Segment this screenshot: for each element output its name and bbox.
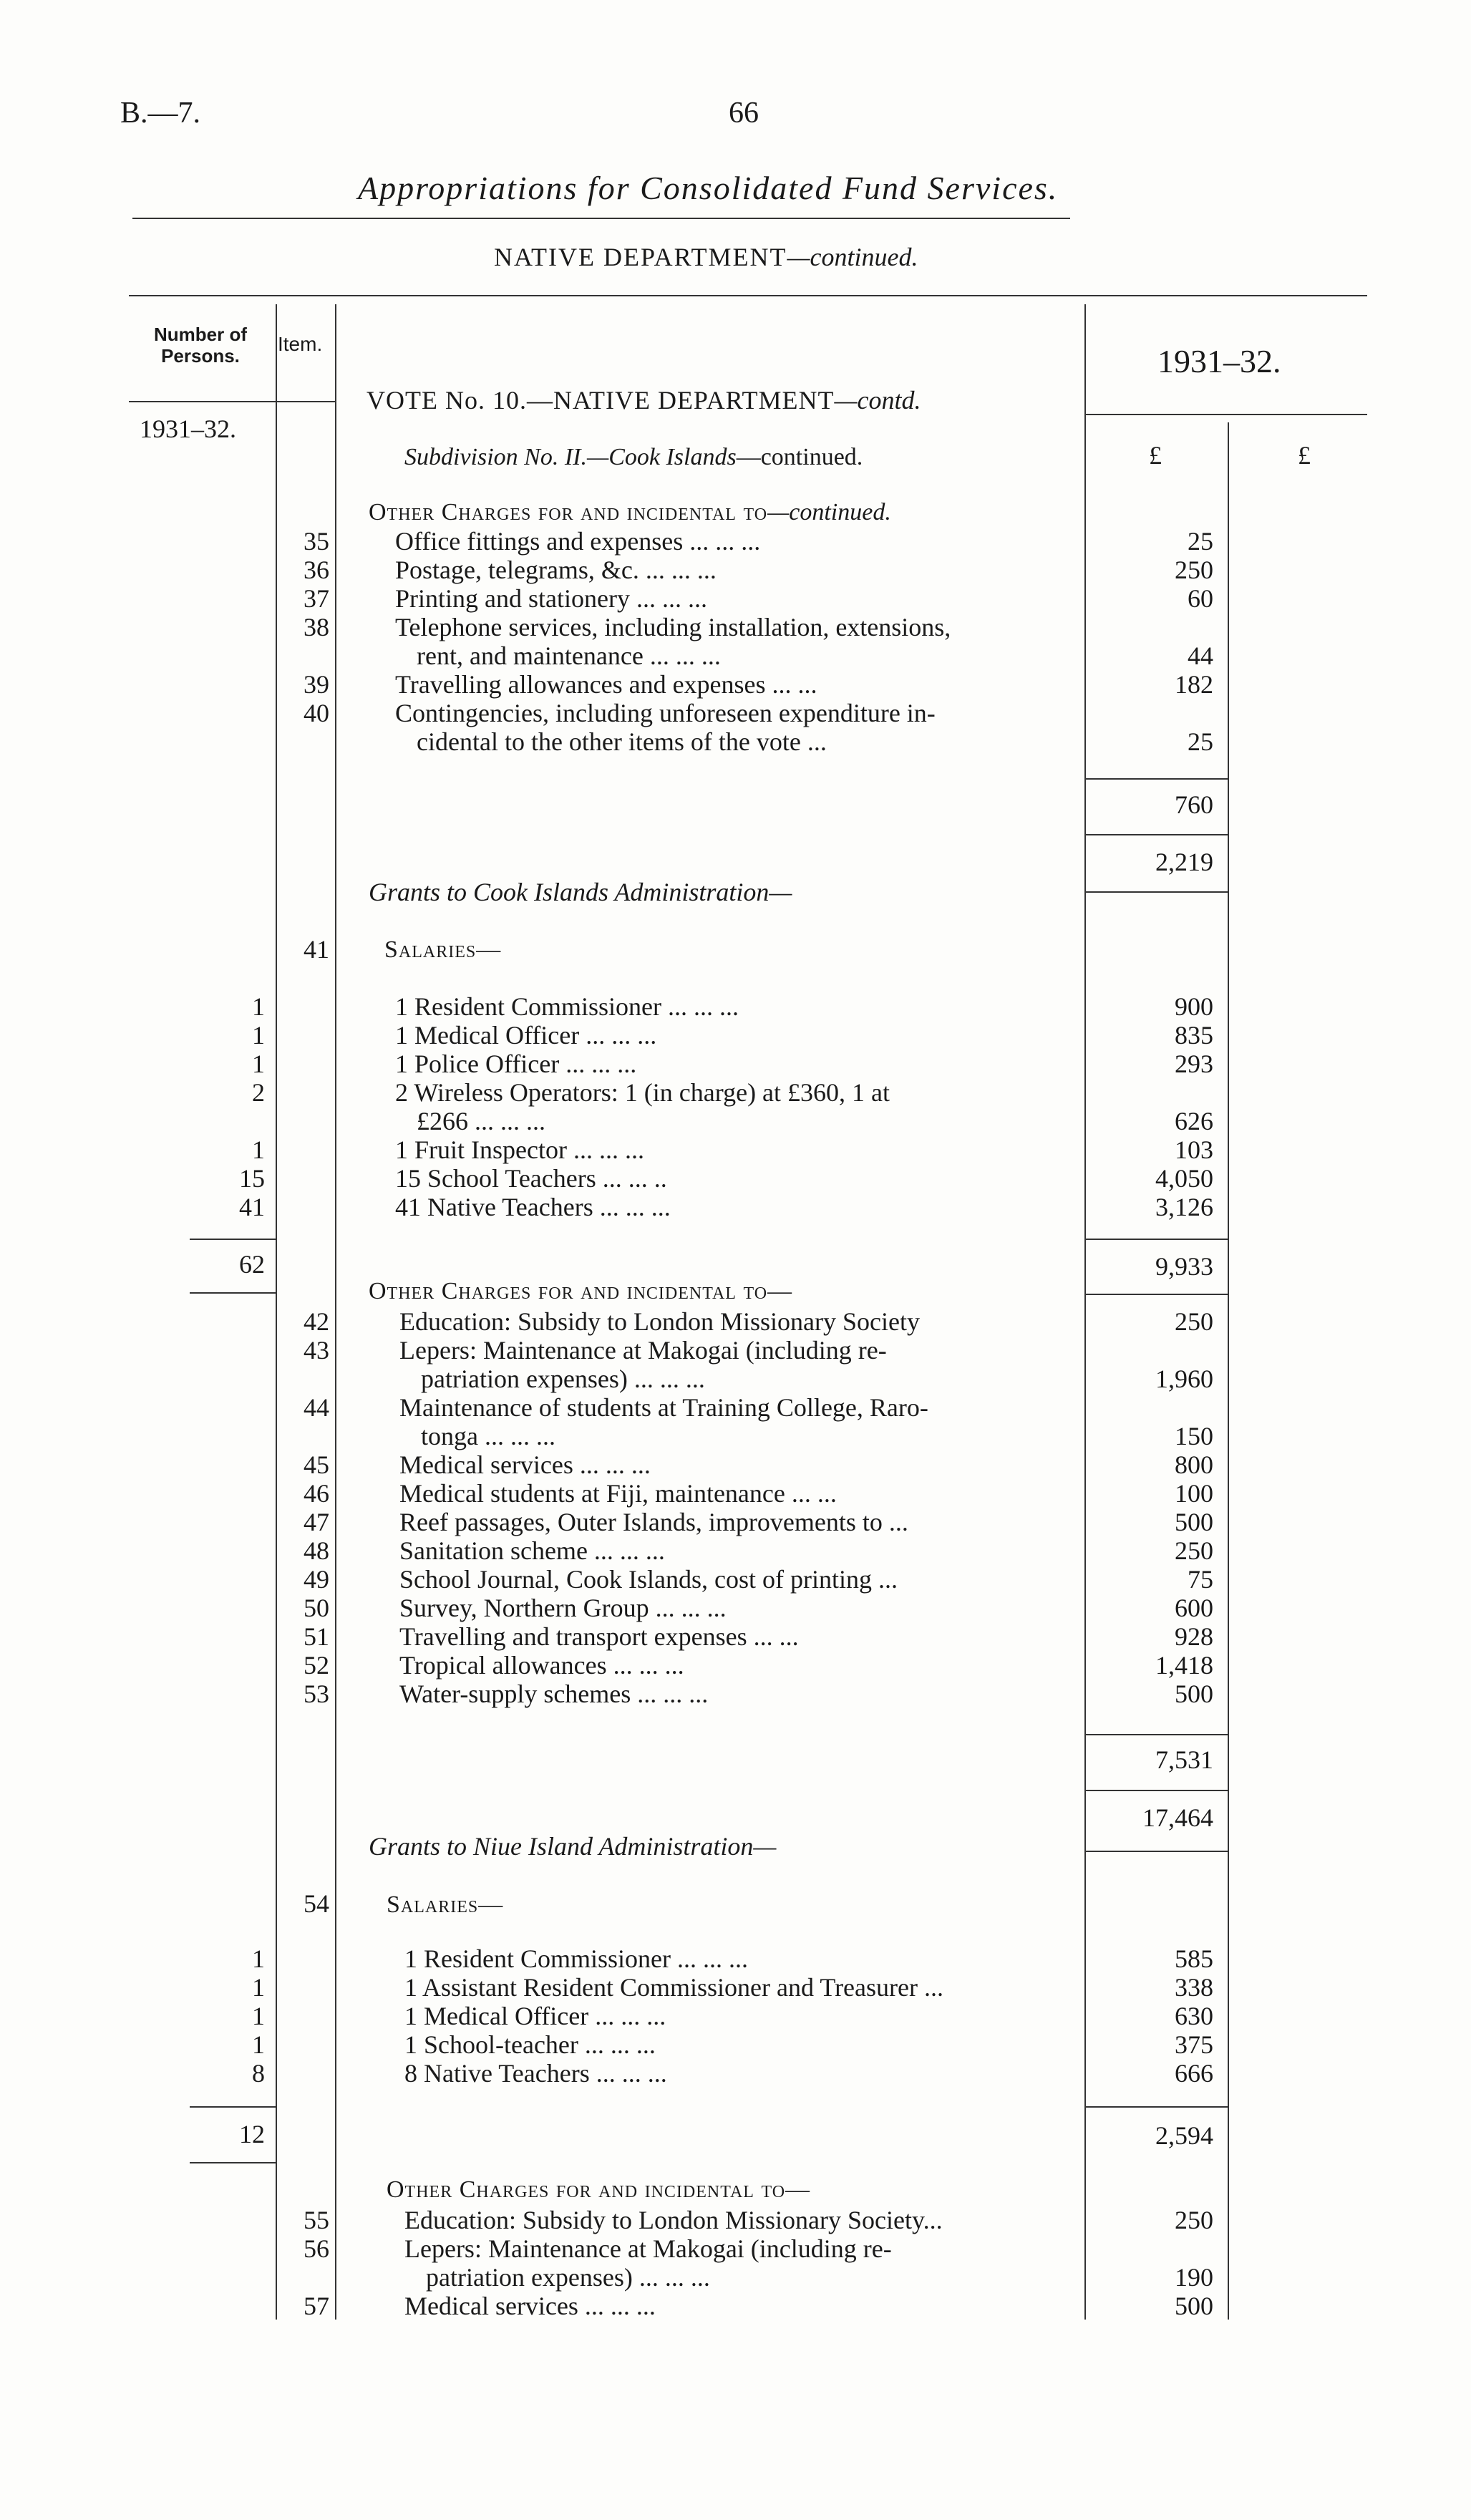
item-number: 44 xyxy=(304,1393,329,1422)
row-amount: 250 xyxy=(1175,2206,1213,2234)
row-description: Water-supply schemes ... ... ... xyxy=(399,1680,709,1708)
item-number: 49 xyxy=(304,1565,329,1594)
pound-symbol-left: £ xyxy=(1149,441,1162,470)
niue-salaries-item: 54 xyxy=(304,1889,329,1918)
row-description: Contingencies, including unforeseen expenditure in- xyxy=(395,699,936,727)
row-description: School Journal, Cook Islands, cost of printing ... xyxy=(399,1565,898,1594)
row-description: 1 School-teacher ... ... ... xyxy=(404,2030,656,2059)
row-description: Survey, Northern Group ... ... ... xyxy=(399,1594,727,1622)
row-amount: 75 xyxy=(1188,1565,1213,1594)
table-top-rule xyxy=(129,295,1367,296)
amount-column-rule xyxy=(1084,304,1086,2320)
row-description-continued: patriation expenses) ... ... ... xyxy=(426,2263,710,2292)
pound-symbol-right: £ xyxy=(1298,441,1311,470)
row-description: 41 Native Teachers ... ... ... xyxy=(395,1193,671,1221)
row-description: Medical services ... ... ... xyxy=(399,1450,651,1479)
item-number: 50 xyxy=(304,1594,329,1622)
niue-salaries-total: 2,594 xyxy=(1155,2121,1213,2150)
row-description: Travelling allowances and expenses ... ... xyxy=(395,670,817,699)
row-description: Travelling and transport expenses ... ... xyxy=(399,1622,799,1651)
row-amount: 928 xyxy=(1175,1622,1213,1651)
niue-grant-heading: Grants to Niue Island Administration— xyxy=(369,1832,777,1861)
persons-count: 1 xyxy=(252,992,265,1021)
cook-grant-total: 17,464 xyxy=(1142,1803,1213,1832)
cook-persons-rule-2 xyxy=(190,1292,276,1294)
subtotal-rule-2 xyxy=(1084,834,1228,835)
row-amount: 100 xyxy=(1175,1479,1213,1508)
row-description-continued: tonga ... ... ... xyxy=(421,1422,555,1450)
cook-salaries-total: 9,933 xyxy=(1155,1252,1213,1281)
row-amount: 3,126 xyxy=(1155,1193,1213,1221)
item-number: 43 xyxy=(304,1336,329,1365)
persons-count: 1 xyxy=(252,2002,265,2030)
row-amount: 25 xyxy=(1188,527,1213,556)
row-description-continued: rent, and maintenance ... ... ... xyxy=(417,641,721,670)
cook-salaries-item: 41 xyxy=(304,935,329,964)
row-description: Tropical allowances ... ... ... xyxy=(399,1651,684,1680)
row-description: 1 Police Officer ... ... ... xyxy=(395,1050,637,1078)
row-amount: 150 xyxy=(1175,1422,1213,1450)
cook-salaries-heading: Salaries— xyxy=(384,936,502,963)
item-number: 42 xyxy=(304,1307,329,1336)
item-number: 36 xyxy=(304,556,329,584)
niue-salaries-heading: Salaries— xyxy=(387,1891,504,1918)
row-amount: 293 xyxy=(1175,1050,1213,1078)
niue-salaries-rule-1 xyxy=(1084,2106,1228,2108)
title-rule xyxy=(132,218,1070,219)
item-header-rule xyxy=(276,401,335,402)
subtotal-rule-1 xyxy=(1084,778,1228,780)
row-description: Education: Subsidy to London Missionary Society xyxy=(399,1307,920,1336)
niue-persons-total: 12 xyxy=(239,2120,265,2148)
row-amount: 585 xyxy=(1175,1944,1213,1973)
item-number: 51 xyxy=(304,1622,329,1651)
row-amount: 900 xyxy=(1175,992,1213,1021)
persons-count: 41 xyxy=(239,1193,265,1221)
row-amount: 338 xyxy=(1175,1973,1213,2002)
item-column-rule xyxy=(335,304,336,2320)
item-number: 39 xyxy=(304,670,329,699)
row-amount: 182 xyxy=(1175,670,1213,699)
item-column-header: Item. xyxy=(278,333,323,355)
row-amount: 500 xyxy=(1175,1680,1213,1708)
other-charges-heading-continued: Other Charges for and incidental to—continued. xyxy=(369,499,891,525)
row-amount: 666 xyxy=(1175,2059,1213,2088)
item-number: 37 xyxy=(304,584,329,613)
item-number: 45 xyxy=(304,1450,329,1479)
vote-heading: VOTE No. 10.—NATIVE DEPARTMENT—contd. xyxy=(366,386,921,415)
total-column-rule xyxy=(1228,422,1229,2320)
row-description-continued: cidental to the other items of the vote ... xyxy=(417,727,827,756)
item-number: 35 xyxy=(304,527,329,556)
persons-count: 15 xyxy=(239,1164,265,1193)
row-amount: 250 xyxy=(1175,556,1213,584)
row-amount: 1,418 xyxy=(1155,1651,1213,1680)
subtotal-rule-3 xyxy=(1084,891,1228,893)
department-heading: NATIVE DEPARTMENT—continued. xyxy=(494,243,918,271)
cook-grant-heading: Grants to Cook Islands Administration— xyxy=(369,878,792,906)
persons-count: 1 xyxy=(252,1973,265,2002)
row-description-continued: £266 ... ... ... xyxy=(417,1107,545,1135)
persons-year-label: 1931–32. xyxy=(140,415,236,443)
row-amount: 800 xyxy=(1175,1450,1213,1479)
row-amount: 630 xyxy=(1175,2002,1213,2030)
cook-grant-rule xyxy=(1084,1851,1228,1852)
row-amount: 4,050 xyxy=(1155,1164,1213,1193)
row-amount: 600 xyxy=(1175,1594,1213,1622)
row-amount: 103 xyxy=(1175,1135,1213,1164)
cook-other-rule-2 xyxy=(1084,1790,1228,1791)
cook-persons-rule-1 xyxy=(190,1239,276,1240)
persons-count: 1 xyxy=(252,1050,265,1078)
row-description: Lepers: Maintenance at Makogai (including re- xyxy=(399,1336,887,1365)
row-amount: 500 xyxy=(1175,1508,1213,1536)
row-description: 15 School Teachers ... ... .. xyxy=(395,1164,667,1193)
row-amount: 190 xyxy=(1175,2263,1213,2292)
persons-column-rule xyxy=(276,304,277,2320)
item-number: 57 xyxy=(304,2292,329,2320)
row-description: 8 Native Teachers ... ... ... xyxy=(404,2059,667,2088)
subdivision-total: 2,219 xyxy=(1155,848,1213,876)
row-description: 1 Resident Commissioner ... ... ... xyxy=(395,992,739,1021)
niue-other-charges-heading: Other Charges for and incidental to— xyxy=(387,2176,811,2203)
cook-salaries-rule-2 xyxy=(1084,1294,1228,1295)
persons-count: 1 xyxy=(252,2030,265,2059)
item-number: 56 xyxy=(304,2234,329,2263)
row-description-continued: patriation expenses) ... ... ... xyxy=(421,1365,705,1393)
row-description: Medical services ... ... ... xyxy=(404,2292,656,2320)
subdivision-heading: Subdivision No. II.—Cook Islands—continued. xyxy=(404,444,863,470)
item-number: 47 xyxy=(304,1508,329,1536)
cook-other-rule-1 xyxy=(1084,1734,1228,1735)
persons-count: 1 xyxy=(252,1135,265,1164)
row-description: Lepers: Maintenance at Makogai (including re- xyxy=(404,2234,892,2263)
row-description: Office fittings and expenses ... ... ... xyxy=(395,527,761,556)
item-number: 53 xyxy=(304,1680,329,1708)
row-description: 1 Resident Commissioner ... ... ... xyxy=(404,1944,748,1973)
row-description: Postage, telegrams, &c. ... ... ... xyxy=(395,556,717,584)
item-number: 52 xyxy=(304,1651,329,1680)
row-amount: 1,960 xyxy=(1155,1365,1213,1393)
row-amount: 25 xyxy=(1188,727,1213,756)
row-amount: 60 xyxy=(1188,584,1213,613)
item-number: 38 xyxy=(304,613,329,641)
persons-count: 1 xyxy=(252,1944,265,1973)
row-description: Printing and stationery ... ... ... xyxy=(395,584,707,613)
persons-column-header: Number of Persons. xyxy=(154,324,247,367)
cook-salaries-rule-1 xyxy=(1084,1239,1228,1240)
persons-count: 8 xyxy=(252,2059,265,2088)
year-column-header: 1931–32. xyxy=(1157,343,1281,379)
niue-persons-rule-2 xyxy=(190,2162,276,2163)
persons-count: 2 xyxy=(252,1078,265,1107)
item-number: 46 xyxy=(304,1479,329,1508)
item-number: 40 xyxy=(304,699,329,727)
row-amount: 835 xyxy=(1175,1021,1213,1050)
row-description: 2 Wireless Operators: 1 (in charge) at £360, 1 at xyxy=(395,1078,890,1107)
row-amount: 500 xyxy=(1175,2292,1213,2320)
row-amount: 250 xyxy=(1175,1307,1213,1336)
row-amount: 44 xyxy=(1188,641,1213,670)
item-number: 55 xyxy=(304,2206,329,2234)
cook-other-charges-heading: Other Charges for and incidental to— xyxy=(369,1278,793,1304)
document-ref: B.—7. xyxy=(120,97,201,130)
page-number: 66 xyxy=(729,97,759,130)
page-title: Appropriations for Consolidated Fund Services. xyxy=(358,170,1059,206)
row-amount: 375 xyxy=(1175,2030,1213,2059)
cook-persons-total: 62 xyxy=(239,1250,265,1279)
row-description: Telephone services, including installation, extensions, xyxy=(395,613,951,641)
row-description: Maintenance of students at Training College, Raro- xyxy=(399,1393,928,1422)
row-description: Education: Subsidy to London Missionary Society... xyxy=(404,2206,943,2234)
cook-other-total: 7,531 xyxy=(1155,1745,1213,1774)
row-description: Medical students at Fiji, maintenance ... ... xyxy=(399,1479,837,1508)
row-amount: 626 xyxy=(1175,1107,1213,1135)
row-description: 1 Medical Officer ... ... ... xyxy=(404,2002,666,2030)
year-header-rule xyxy=(1084,414,1367,415)
row-description: 1 Fruit Inspector ... ... ... xyxy=(395,1135,644,1164)
item-number: 48 xyxy=(304,1536,329,1565)
niue-persons-rule-1 xyxy=(190,2106,276,2108)
row-description: 1 Assistant Resident Commissioner and Treasurer ... xyxy=(404,1973,943,2002)
row-description: 1 Medical Officer ... ... ... xyxy=(395,1021,657,1050)
subtotal-other-charges: 760 xyxy=(1175,790,1213,819)
row-description: Sanitation scheme ... ... ... xyxy=(399,1536,665,1565)
row-amount: 250 xyxy=(1175,1536,1213,1565)
persons-header-rule xyxy=(129,401,276,402)
persons-count: 1 xyxy=(252,1021,265,1050)
row-description: Reef passages, Outer Islands, improvements to ... xyxy=(399,1508,908,1536)
